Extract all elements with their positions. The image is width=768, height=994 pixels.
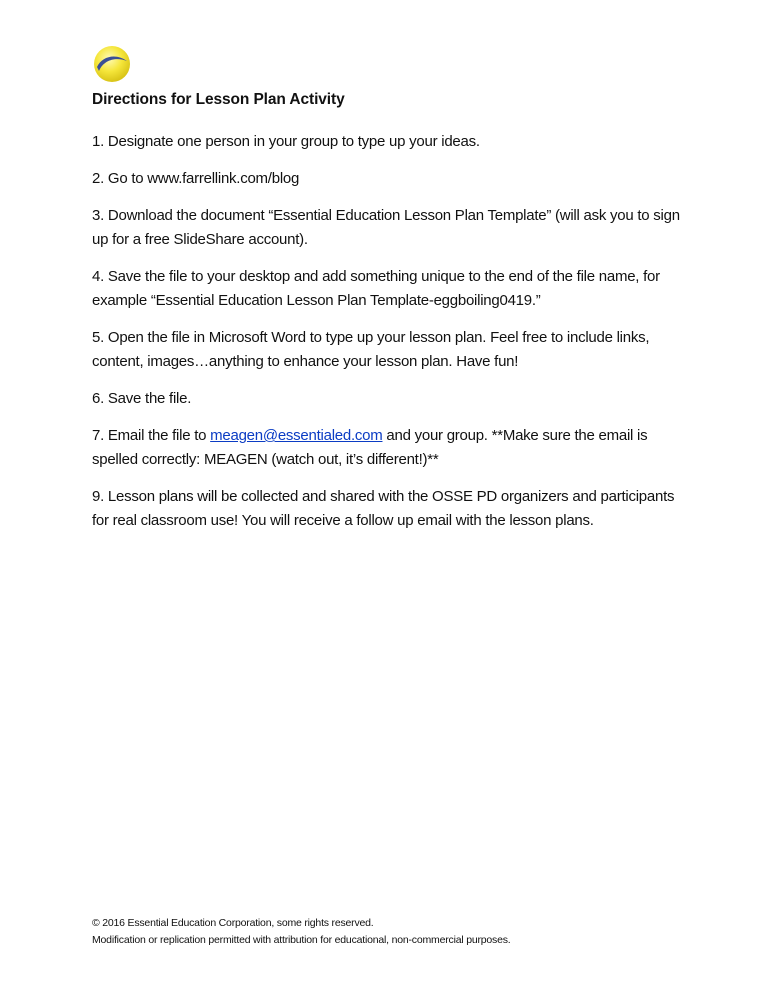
copyright-footer bbox=[92, 915, 712, 949]
yellow-orb-logo-icon bbox=[92, 44, 132, 84]
step-7-suffix: and your group. **Make sure the email is spelled correctly: MEAGEN (watch out, it’s different!)** bbox=[92, 427, 648, 468]
page-title: Directions for Lesson Plan Activity bbox=[92, 91, 345, 108]
step-4: 4. Save the file to your desktop and add something unique to the end of the file name, for example “Essential Education Lesson Plan Template-eggboiling0419.” bbox=[92, 268, 660, 309]
step-7-prefix: 7. Email the file to bbox=[92, 427, 211, 444]
step-6: 6. Save the file. bbox=[92, 390, 192, 407]
footer-copyright-line: © 2016 Essential Education Corporation, some rights reserved. bbox=[92, 917, 374, 929]
instruction-list bbox=[92, 130, 682, 546]
footer-license-line: Modification or replication permitted with attribution for educational, non-commercial purposes. bbox=[92, 934, 511, 946]
step-5: 5. Open the file in Microsoft Word to type up your lesson plan. Feel free to include links, content, images…anything to enhance your lesson plan. Have fun! bbox=[92, 329, 650, 370]
step-2: 2. Go to www.farrellink.com/blog bbox=[92, 170, 300, 187]
email-link[interactable]: meagen@essentialed.com bbox=[210, 427, 383, 444]
step-1: 1. Designate one person in your group to type up your ideas. bbox=[92, 133, 480, 150]
step-9: 9. Lesson plans will be collected and shared with the OSSE PD organizers and participants for real classroom use! You will receive a follow up email with the lesson plans. bbox=[92, 488, 675, 529]
step-3: 3. Download the document “Essential Education Lesson Plan Template” (will ask you to sign up for a free SlideShare account). bbox=[92, 207, 680, 248]
step-7 bbox=[92, 424, 682, 472]
